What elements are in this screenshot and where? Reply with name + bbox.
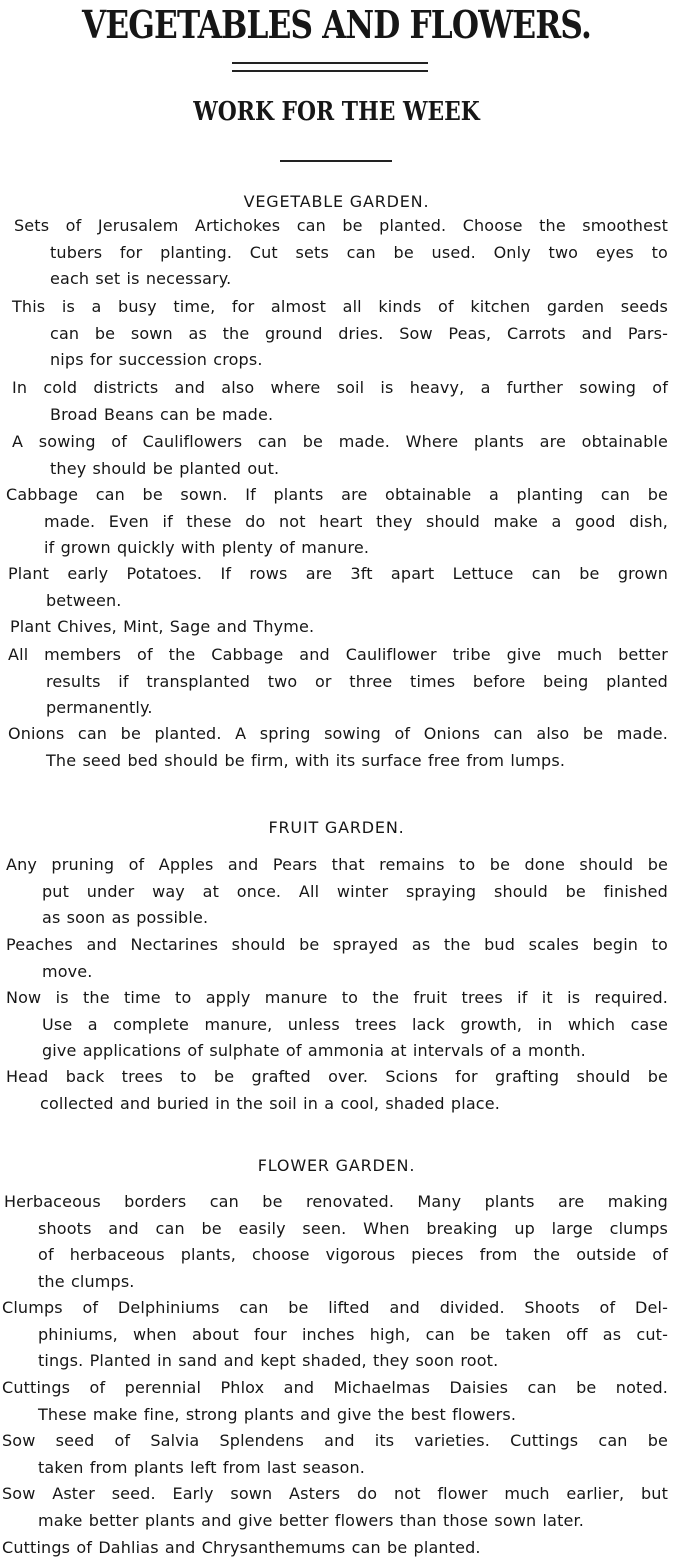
paragraph-line: tubers for planting. Cut sets can be used. Only two eyes to <box>50 242 668 262</box>
paragraph-line: Now is the time to apply manure to the fruit trees if it is required. <box>6 988 668 1007</box>
fruit-paragraph <box>0 985 668 1065</box>
paragraph-line: tings. Planted in sand and kept shaded, they soon root. <box>38 1351 499 1371</box>
paragraph-line: Sow seed of Salvia Splendens and its varieties. Cuttings can be <box>2 1431 668 1450</box>
paragraph-line: Plant early Potatoes. If rows are 3ft apart Lettuce can be grown <box>8 564 668 583</box>
flower-paragraph <box>0 1189 668 1296</box>
paragraph-line: if grown quickly with plenty of manure. <box>44 538 370 558</box>
paragraph-line: collected and buried in the soil in a cool, shaded place. <box>40 1093 500 1113</box>
headline: VEGETABLES AND FLOWERS. <box>81 2 592 47</box>
vegetable-paragraph <box>0 294 668 374</box>
fruit-paragraph <box>0 852 668 932</box>
subheadline: WORK FOR THE WEEK <box>193 97 480 127</box>
vegetable-paragraph <box>0 482 668 562</box>
paragraph-line: Head back trees to be grafted over. Scions for grafting should be <box>6 1067 668 1086</box>
paragraph-line: taken from plants left from last season. <box>38 1457 366 1477</box>
paragraph-line: Broad Beans can be made. <box>50 404 274 424</box>
paragraph-line: give applications of sulphate of ammonia at intervals of a month. <box>42 1041 586 1061</box>
paragraph-line: Any pruning of Apples and Pears that remains to be done should be <box>6 855 668 874</box>
paragraph-line: All members of the Cabbage and Cauliflower tribe give much better <box>8 645 668 664</box>
paragraph-line: results if transplanted two or three times before being planted <box>46 671 668 691</box>
paragraph-line: Onions can be planted. A spring sowing of Onions can also be made. <box>8 724 668 743</box>
vegetable-paragraph <box>0 614 668 641</box>
paragraph-line: Clumps of Delphiniums can be lifted and divided. Shoots of Del- <box>2 1298 668 1317</box>
paragraph-line: they should be planted out. <box>50 458 280 478</box>
vegetable-paragraph <box>0 213 668 293</box>
paragraph-line: of herbaceous plants, choose vigorous pieces from the outside of <box>38 1245 668 1265</box>
paragraph-line: Cuttings of perennial Phlox and Michaelmas Daisies can be noted. <box>2 1378 668 1397</box>
flower-paragraph <box>0 1428 668 1481</box>
flower-paragraph <box>0 1535 668 1562</box>
paragraph-line: between. <box>46 590 122 610</box>
paragraph-line: In cold districts and also where soil is heavy, a further sowing of <box>12 378 668 397</box>
paragraph-line: can be sown as the ground dries. Sow Peas, Carrots and Pars- <box>50 323 668 343</box>
paragraph-line: Plant Chives, Mint, Sage and Thyme. <box>10 617 315 636</box>
paragraph-line: Sets of Jerusalem Artichokes can be planted. Choose the smoothest <box>14 216 668 235</box>
paragraph-line: made. Even if these do not heart they should make a good dish, <box>44 511 668 531</box>
paragraph-line: The seed bed should be firm, with its surface free from lumps. <box>46 750 566 770</box>
paragraph-line: move. <box>42 961 93 981</box>
paragraph-line: make better plants and give better flowers than those sown later. <box>38 1510 585 1530</box>
paragraph-line: put under way at once. All winter spraying should be finished <box>42 881 668 901</box>
vegetable-paragraph <box>0 721 668 774</box>
paragraph-line: Peaches and Nectarines should be sprayed as the bud scales begin to <box>6 935 668 954</box>
section-heading-vegetable: VEGETABLE GARDEN. <box>243 192 430 211</box>
vegetable-paragraph <box>0 561 668 614</box>
paragraph-line: as soon as possible. <box>42 908 209 928</box>
paragraph-line: Herbaceous borders can be renovated. Many plants are making <box>4 1192 668 1211</box>
paragraph-line: Cabbage can be sown. If plants are obtainable a planting can be <box>6 485 668 504</box>
paragraph-line: shoots and can be easily seen. When breaking up large clumps <box>38 1218 668 1238</box>
paragraph-line: Use a complete manure, unless trees lack growth, in which case <box>42 1014 668 1034</box>
vegetable-paragraph <box>0 642 668 722</box>
double-rule-divider <box>232 62 428 72</box>
vegetable-paragraph <box>0 429 668 482</box>
flower-paragraph <box>0 1295 668 1375</box>
paragraph-line: nips for succession crops. <box>50 350 263 370</box>
paragraph-line: Sow Aster seed. Early sown Asters do not flower much earlier, but <box>2 1484 668 1503</box>
flower-paragraph <box>0 1375 668 1428</box>
fruit-paragraph <box>0 1064 668 1117</box>
fruit-paragraph <box>0 932 668 985</box>
paragraph-line: permanently. <box>46 698 153 718</box>
rule-divider <box>280 160 392 162</box>
paragraph-line: phiniums, when about four inches high, can be taken off as cut- <box>38 1324 668 1344</box>
paragraph-line: Cuttings of Dahlias and Chrysanthemums can be planted. <box>2 1538 481 1557</box>
paragraph-line: each set is necessary. <box>50 269 232 289</box>
paragraph-line: This is a busy time, for almost all kinds of kitchen garden seeds <box>12 297 668 316</box>
paragraph-line: A sowing of Cauliflowers can be made. Where plants are obtainable <box>12 432 668 451</box>
section-heading-fruit: FRUIT GARDEN. <box>268 818 405 837</box>
section-heading-flower: FLOWER GARDEN. <box>257 1156 416 1175</box>
paragraph-line: These make fine, strong plants and give the best flowers. <box>38 1404 517 1424</box>
vegetable-paragraph <box>0 375 668 428</box>
paragraph-line: the clumps. <box>38 1272 135 1292</box>
flower-paragraph <box>0 1481 668 1534</box>
